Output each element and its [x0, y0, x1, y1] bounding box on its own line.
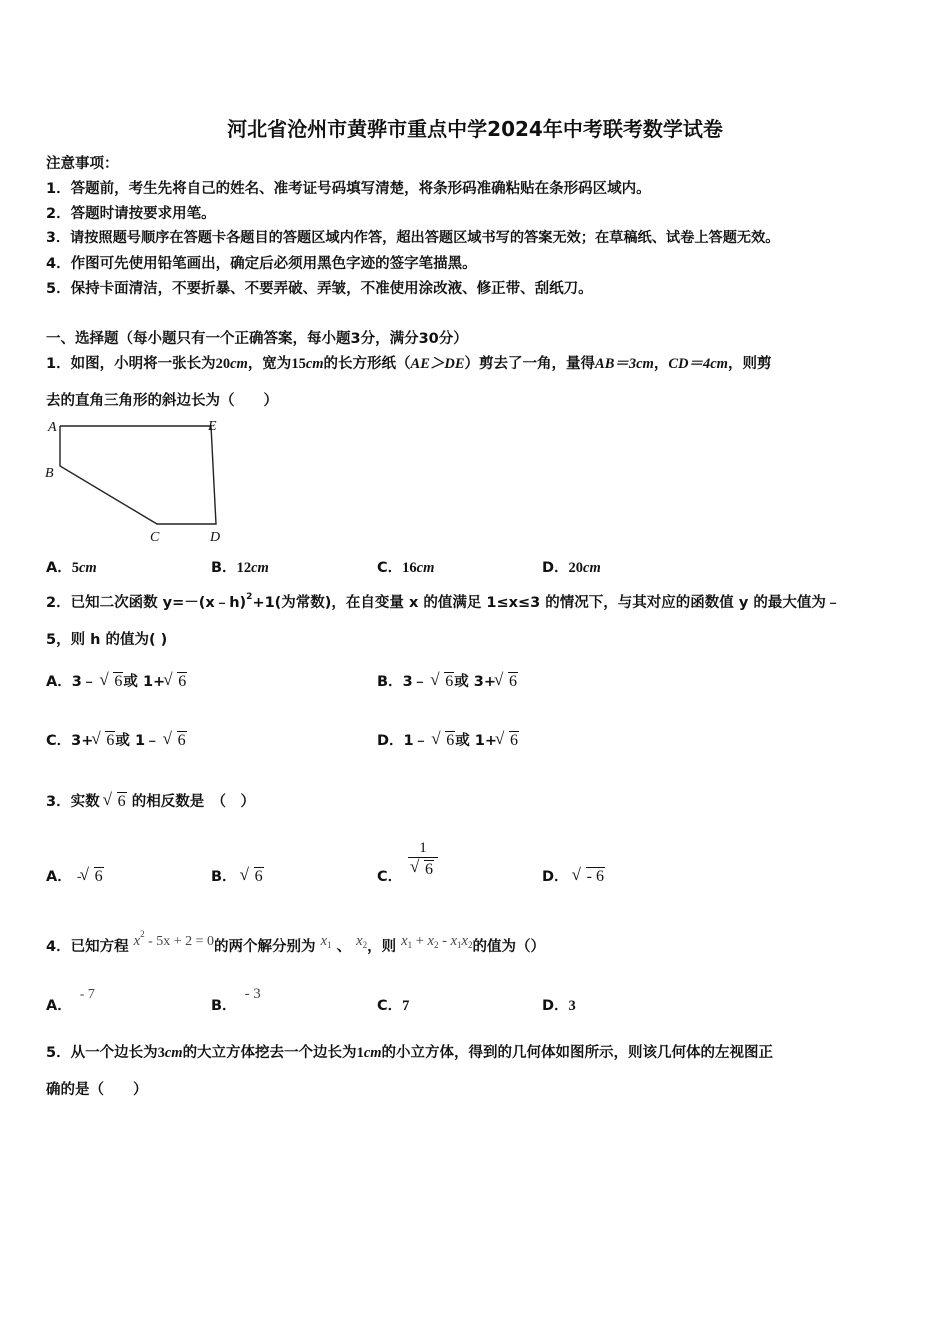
sqrt-symbol: √ 6 [432, 673, 454, 691]
sqrt-symbol: √ 6 [105, 793, 127, 811]
sqrt-symbol: √ - 6 [574, 868, 605, 886]
notice-item-3: 3．请按照题号顺序在答题卡各题目的答题区域内作答，超出答题区域书写的答案无效；在草稿纸、试卷上答题无效。 [46, 230, 780, 246]
q1-pentagon-shape [60, 426, 216, 524]
q1-option-b[interactable]: B．12cm [211, 560, 269, 576]
notice-item-4: 4．作图可先使用铅笔画出，确定后必须用黑色字迹的签字笔描黑。 [46, 256, 477, 272]
q2-option-c[interactable]: C．3+√ 6或 1﹣ √ 6 [46, 729, 187, 750]
q1-label-d: D [210, 530, 221, 545]
q2-option-a[interactable]: A．3﹣ √ 6或 1+√ 6 [46, 670, 187, 691]
q2-stem-line1: 2．已知二次函数 y=－(x﹣h)$^2$+1(为常数)，在自变量 x 的值满足 1≤x≤3 的情况下，与其对应的函数值 y 的最大值为﹣ [46, 592, 841, 611]
q2-stem-line2: 5，则 h 的值为( ) [46, 632, 168, 648]
q1-stem-line2: 去的直角三角形的斜边长为（ ） [46, 393, 278, 409]
q4-option-a[interactable]: A．- 7 [46, 987, 95, 1014]
sqrt-symbol: √ 6 [433, 732, 455, 750]
fraction-numerator: 1 [408, 840, 438, 858]
q4-option-d[interactable]: D．3 [542, 998, 576, 1014]
q5-stem-line2: 确的是（ ） [46, 1082, 148, 1098]
sqrt-symbol: √ 6 [82, 868, 104, 886]
q4-option-c[interactable]: C．7 [377, 998, 410, 1014]
q4-option-b[interactable]: B．- 3 [211, 986, 261, 1014]
q3-option-a[interactable]: A． -√ 6 [46, 865, 104, 886]
sqrt-symbol: √ 6 [165, 732, 187, 750]
q5-stem-line1: 5．从一个边长为3cm的大立方体挖去一个边长为1cm的小立方体，得到的几何体如图所示，则该几何体的左视图正 [46, 1045, 774, 1061]
notice-item-2: 2．答题时请按要求用笔。 [46, 206, 216, 222]
notice-item-5: 5．保持卡面清洁，不要折暴、不要弄破、弄皱，不准使用涂改液、修正带、刮纸刀。 [46, 281, 593, 297]
sqrt-symbol: √ 6 [242, 868, 264, 886]
q2-option-b[interactable]: B．3﹣ √ 6或 3+√ 6 [377, 670, 518, 691]
sqrt-symbol: √ 6 [497, 732, 519, 750]
q1-label-c: C [150, 530, 160, 545]
q1-figure [40, 414, 240, 549]
q1-label-b: B [45, 466, 54, 481]
q1-stem-line1: 1．如图，小明将一张长为20cm，宽为15cm的长方形纸（AE＞DE）剪去了一角，量得AB＝3cm，CD＝4cm，则剪 [46, 356, 772, 372]
q1-option-a[interactable]: A．5cm [46, 560, 97, 576]
sqrt-symbol: √ 6 [496, 673, 518, 691]
notice-heading: 注意事项： [46, 156, 119, 172]
notice-item-1: 1．答题前，考生先将自己的姓名、准考证号码填写清楚，将条形码准确粘贴在条形码区域内。 [46, 181, 651, 197]
q3-option-b[interactable]: B． √ 6 [211, 865, 264, 886]
q1-label-a: A [48, 420, 57, 435]
q1-option-d[interactable]: D．20cm [542, 560, 601, 576]
q3-option-c-fraction [408, 840, 438, 880]
q4-stem: 4．已知方程 $x^2 - 5x + 2 = 0$的两个解分别为 $x_1$ 、 $x_2$，则 $x_1 + x_2 - x_1x_2$的值为（） [46, 929, 545, 955]
q1-label-e: E [208, 419, 217, 434]
sqrt-symbol: √ 6 [101, 673, 123, 691]
sqrt-symbol: √ 6 [165, 673, 187, 691]
sqrt-symbol: √ 6 [412, 860, 434, 880]
section-heading: 一、选择题（每小题只有一个正确答案，每小题3分，满分30分） [46, 331, 468, 347]
exam-title: 河北省沧州市黄骅市重点中学2024年中考联考数学试卷 [227, 117, 723, 141]
sqrt-symbol: √ 6 [93, 732, 115, 750]
q1-option-c[interactable]: C．16cm [377, 560, 435, 576]
q3-stem: 3．实数 √ 6 的相反数是 （ ） [46, 790, 255, 811]
q3-option-d[interactable]: D． √ - 6 [542, 865, 605, 886]
q3-option-c[interactable]: C． [377, 869, 403, 885]
q2-option-d[interactable]: D．1﹣ √ 6或 1+√ 6 [377, 729, 519, 750]
